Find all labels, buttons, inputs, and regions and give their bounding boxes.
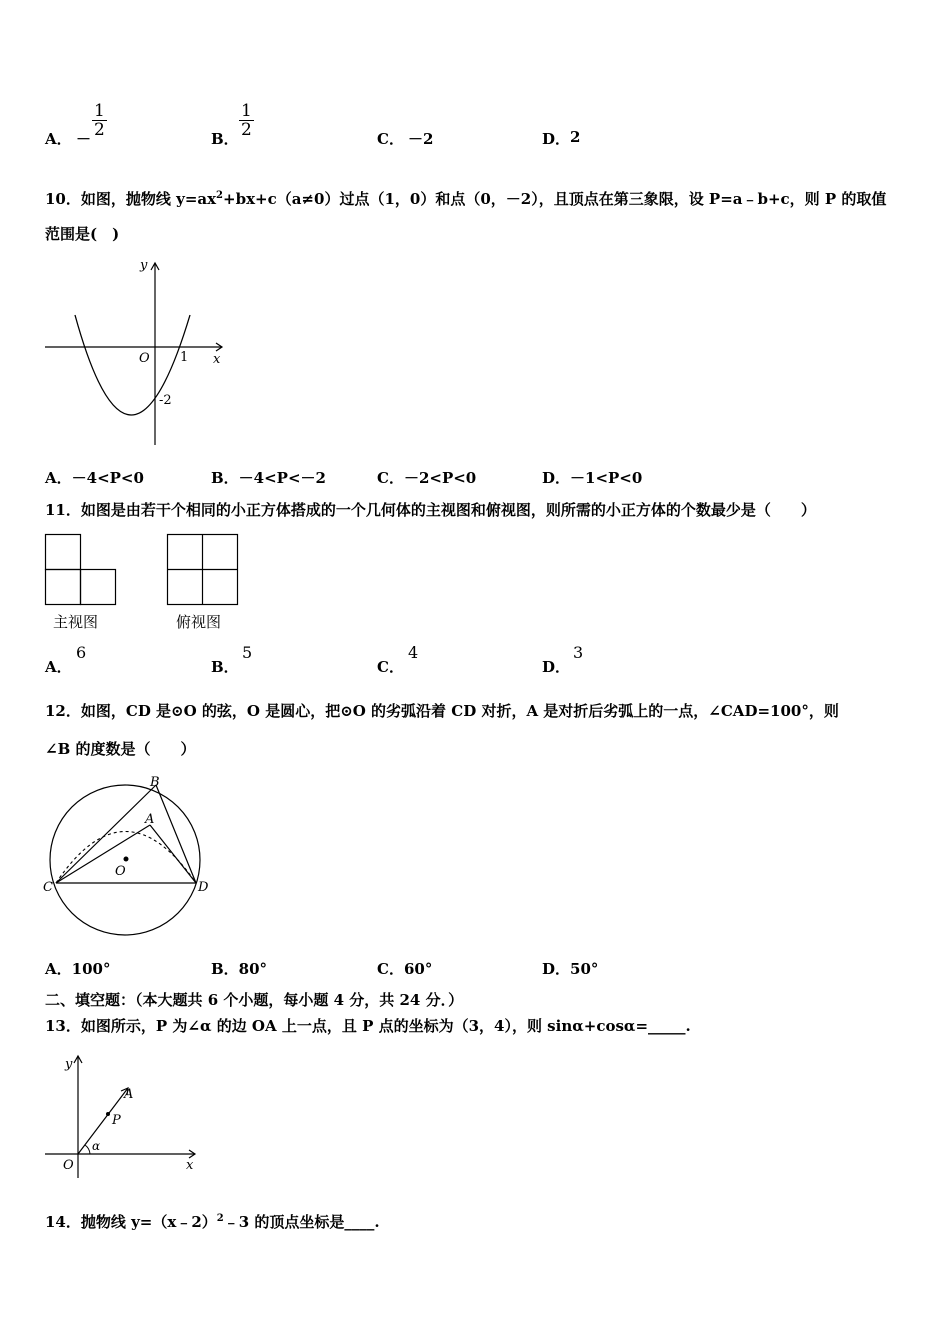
- q12-stem-line1: 12．如图，CD 是⊙O 的弦，O 是圆心，把⊙O 的劣弧沿着 CD 对折，A 是对折后劣弧上的一点，∠CAD=100°，则: [45, 702, 839, 720]
- q12-label-a: A: [145, 812, 155, 827]
- q10-option-b: B．－4<P<－2: [211, 469, 326, 487]
- q11-option-c-label: C．: [377, 658, 404, 676]
- q10-origin-label: O: [139, 351, 150, 366]
- q10-stem-line1: [45, 186, 886, 209]
- q14-stem-pre: 14．抛物线 y=（x﹣2）: [45, 1213, 217, 1231]
- q10-stem-post: +bx+c（a≠0）过点（1，0）和点（0，－2），且顶点在第三象限，设 P=a﹣b+c，则 P 的取值: [223, 190, 887, 208]
- q9-option-b-numerator: 1: [241, 101, 252, 121]
- q12-option-b: B．80°: [211, 960, 268, 978]
- q12-label-o: O: [115, 864, 126, 879]
- q11-option-d-label: D．: [542, 658, 571, 676]
- q9-option-a-sign: －: [76, 130, 92, 148]
- q10-stem-pre: 10．如图，抛物线 y=ax: [45, 190, 217, 208]
- q13-stem: 13．如图所示，P 为∠α 的边 OA 上一点，且 P 点的坐标为（3，4），则 sinα+cosα=_____.: [45, 1017, 691, 1035]
- q12-option-d: D．50°: [542, 960, 599, 978]
- q10-y-axis-label: y: [140, 258, 148, 273]
- q12-label-d: D: [198, 880, 209, 895]
- q12-label-c: C: [43, 880, 53, 895]
- q10-x-axis-label: x: [213, 352, 221, 367]
- q11-top-view-figure: [166, 533, 241, 607]
- q11-top-view-caption: 俯视图: [176, 614, 222, 631]
- q9-option-a-numerator: 1: [94, 101, 105, 121]
- q9-option-a-fraction: [92, 102, 107, 139]
- q9-option-c-label: C．: [377, 130, 404, 148]
- q10-option-d: D．－1<P<0: [542, 469, 643, 487]
- q11-option-a-label: A．: [45, 658, 72, 676]
- q14-stem: [45, 1209, 380, 1232]
- q11-option-b-value: 5: [242, 643, 253, 662]
- q14-stem-post: ﹣3 的顶点坐标是____.: [223, 1213, 380, 1231]
- q12-stem-line2: ∠B 的度数是（ ）: [45, 740, 196, 758]
- q13-alpha-label: α: [92, 1139, 101, 1153]
- q9-option-d-text: 2: [570, 128, 581, 146]
- q9-option-d-label: D．: [542, 130, 571, 148]
- q11-option-b-label: B．: [211, 658, 239, 676]
- q9-option-a-label: A．: [45, 130, 72, 148]
- q13-angle-figure: [40, 1050, 200, 1180]
- q11-front-view-caption: 主视图: [53, 614, 99, 631]
- q10-parabola-figure: [40, 255, 235, 450]
- q13-a-label: A: [124, 1087, 134, 1102]
- q9-option-a-denominator: 2: [94, 120, 105, 140]
- q13-x-axis-label: x: [186, 1158, 194, 1173]
- q10-option-c: C．－2<P<0: [377, 469, 477, 487]
- q13-origin-label: O: [63, 1158, 74, 1173]
- q9-option-b-label: B．: [211, 130, 239, 148]
- q12-label-b: B: [150, 775, 160, 790]
- q12-circle-figure: [40, 770, 220, 945]
- q10-stem-sup: 2: [216, 190, 224, 201]
- q9-option-b-denominator: 2: [241, 120, 252, 140]
- q14-stem-sup: 2: [216, 1213, 224, 1224]
- q13-y-axis-label: y: [65, 1057, 73, 1072]
- q11-option-d-value: 3: [573, 643, 584, 662]
- q11-option-a-value: 6: [76, 643, 87, 662]
- q13-p-label: P: [112, 1113, 121, 1128]
- q12-option-a: A．100°: [45, 960, 111, 978]
- q11-stem: 11．如图是由若干个相同的小正方体搭成的一个几何体的主视图和俯视图，则所需的小正方体的个数最少是（ ）: [45, 501, 816, 519]
- q9-option-b-fraction: [239, 102, 254, 139]
- q10-option-a: A．－4<P<0: [45, 469, 144, 487]
- q11-option-c-value: 4: [408, 643, 419, 662]
- q10-one-label: 1: [180, 350, 189, 365]
- q12-option-c: C．60°: [377, 960, 433, 978]
- q9-option-c-text: －2: [408, 130, 434, 148]
- q11-front-view-figure: [44, 533, 119, 607]
- q10-minus2-label: -2: [159, 393, 172, 408]
- q10-stem-line2: 范围是( ): [45, 225, 120, 243]
- section-2-heading: 二、填空题：（本大题共 6 个小题，每小题 4 分，共 24 分．）: [45, 991, 464, 1009]
